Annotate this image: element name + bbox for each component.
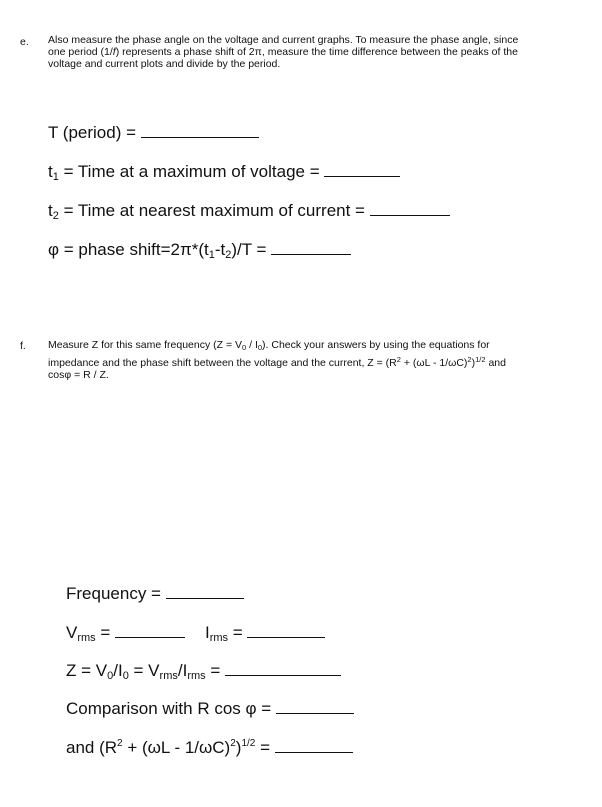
period-answer-blank[interactable] xyxy=(141,123,259,138)
paragraph-line: voltage and current plots and divide by the period. xyxy=(48,58,281,70)
phase-shift-row xyxy=(48,240,351,261)
formula-label: and $(R^2 + (\omega L - 1/\omega C)^2)^{1/2}$ = xyxy=(66,738,271,757)
impedance-label: $Z = V_0/I_0 = V_{rms}/I_{rms}$ = xyxy=(66,661,221,682)
irms-answer-blank[interactable] xyxy=(247,623,325,638)
period-label: T (period) = xyxy=(48,123,137,142)
irms-row xyxy=(205,623,325,644)
comparison-answer-blank[interactable] xyxy=(276,699,354,714)
frequency-answer-blank[interactable] xyxy=(166,584,244,599)
paragraph-line: cosφ = R / Z. xyxy=(48,369,109,381)
vrms-row xyxy=(66,623,185,644)
t2-label: $t_2$ = Time at nearest maximum of current = xyxy=(48,201,365,222)
t1-row xyxy=(48,162,400,183)
vrms-label: $V_{rms}$ = xyxy=(66,623,111,644)
comparison-label: Comparison with R cos φ = xyxy=(66,699,272,718)
vrms-answer-blank[interactable] xyxy=(115,623,185,638)
paragraph-line: one period (1/f) represents a phase shift of 2π, measure the time difference between the peaks of the xyxy=(48,46,518,58)
t1-label: $t_1$ = Time at a maximum of voltage = xyxy=(48,162,320,183)
paragraph-line: impedance and the phase shift between the voltage and the current, $Z = (R^2 + (\omega L - 1/\omega C)^2)^{1/2}$ and xyxy=(48,355,506,369)
phase-shift-answer-blank[interactable] xyxy=(271,240,351,255)
paragraph-line: Also measure the phase angle on the voltage and current graphs. To measure the phase angle, since xyxy=(48,34,519,46)
item-marker-e: e. xyxy=(20,36,29,48)
instruction-paragraph-f xyxy=(48,339,568,381)
phase-shift-label: φ = phase $shift=2\pi*(t_1-t_2)/T$ = xyxy=(48,240,267,261)
period-row xyxy=(48,123,259,143)
irms-label: $I_{rms}$ = xyxy=(205,623,243,644)
paragraph-line: Measure Z for this same frequency $(Z = V_0 / I_0)$. Check your answers by using the equations for xyxy=(48,339,490,352)
formula-row xyxy=(66,738,353,758)
t1-answer-blank[interactable] xyxy=(324,162,400,177)
impedance-row xyxy=(66,661,341,682)
instruction-paragraph-e xyxy=(48,34,568,70)
impedance-answer-blank[interactable] xyxy=(225,661,341,676)
formula-answer-blank[interactable] xyxy=(275,738,353,753)
frequency-label: Frequency = xyxy=(66,584,161,603)
comparison-row xyxy=(66,699,354,719)
t2-row xyxy=(48,201,450,222)
item-marker-f: f. xyxy=(20,340,26,352)
frequency-row xyxy=(66,584,244,604)
t2-answer-blank[interactable] xyxy=(370,201,450,216)
